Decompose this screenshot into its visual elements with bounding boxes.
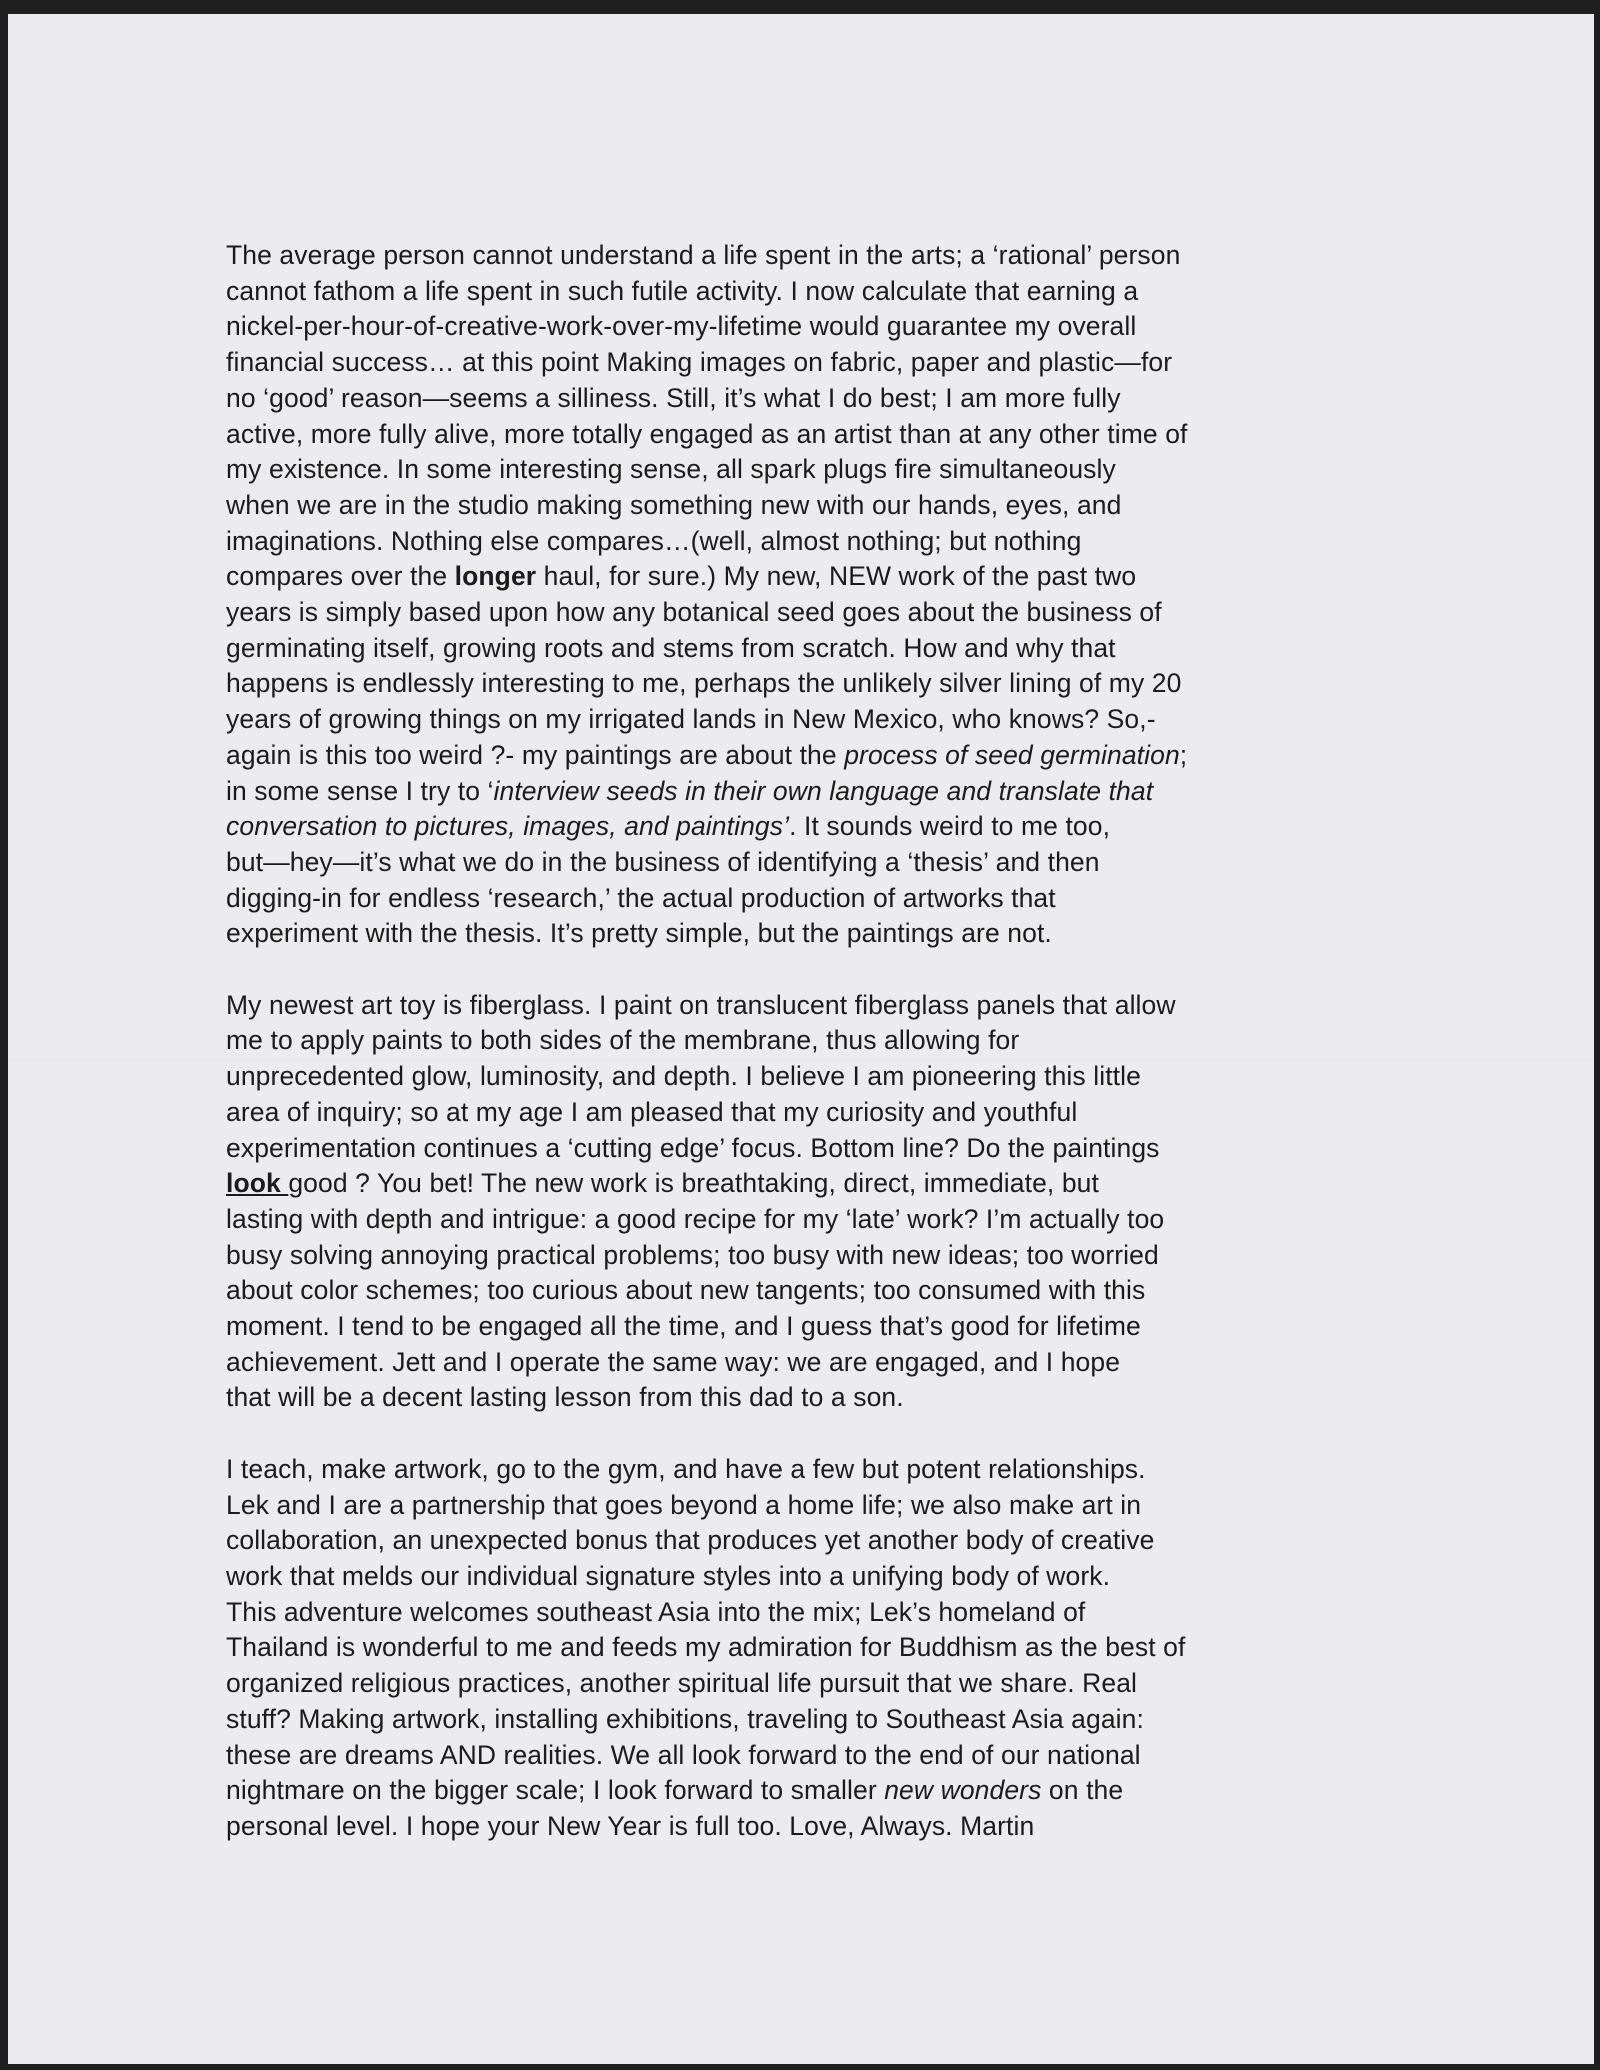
emphasis-run: new wonders xyxy=(884,1775,1042,1806)
emphasis-run: look xyxy=(226,1168,289,1199)
text-run: The average person cannot understand a life spent in the arts; a ‘rational’ person xyxy=(226,240,1181,270)
text-run: moment. I tend to be engaged all the time, and I guess that’s good for lifetime xyxy=(226,1311,1141,1342)
text-line xyxy=(226,809,1376,845)
text-run: collaboration, an unexpected bonus that produces yet another body of creative xyxy=(226,1525,1155,1556)
paragraph-1 xyxy=(226,238,1376,952)
text-line xyxy=(226,845,1376,881)
text-run: . It sounds weird to me too, xyxy=(789,811,1111,842)
text-run: digging-in for endless ‘research,’ the actual production of artworks that xyxy=(226,882,1056,913)
text-run: years of growing things on my irrigated lands in New Mexico, who knows? So,- xyxy=(226,704,1156,735)
text-run: This adventure welcomes southeast Asia into the mix; Lek’s homeland of xyxy=(226,1596,1086,1627)
text-run: personal level. I hope your New Year is full too. Love, Always. Martin xyxy=(226,1810,1035,1841)
text-run: these are dreams AND realities. We all look forward to the end of our national xyxy=(226,1739,1141,1770)
text-line xyxy=(226,238,1376,274)
text-run: again is this too weird ?- my paintings are about the xyxy=(226,739,845,770)
text-line xyxy=(226,1452,1376,1488)
text-line xyxy=(226,559,1376,595)
text-run: organized religious practices, another spiritual life pursuit that we share. Real xyxy=(226,1668,1138,1699)
text-line xyxy=(226,595,1376,631)
text-run: about color schemes; too curious about new tangents; too consumed with this xyxy=(226,1275,1146,1306)
text-run: years is simply based upon how any botanical seed goes about the business of xyxy=(226,597,1162,628)
paragraph-2 xyxy=(226,988,1376,1416)
text-line xyxy=(226,1380,1376,1416)
text-line xyxy=(226,1059,1376,1095)
text-line xyxy=(226,1595,1376,1631)
text-run: experimentation continues a ‘cutting edge’ focus. Bottom line? Do the paintings xyxy=(226,1132,1160,1163)
text-line xyxy=(226,524,1376,560)
text-line xyxy=(226,881,1376,917)
text-line xyxy=(226,1095,1376,1131)
text-run: compares over the xyxy=(226,561,455,592)
text-run: lasting with depth and intrigue: a good recipe for my ‘late’ work? I’m actually too xyxy=(226,1203,1165,1234)
text-line xyxy=(226,1559,1376,1595)
emphasis-run: interview seeds in their own language and translate that xyxy=(493,775,1154,806)
text-run: no ‘good’ reason—seems a silliness. Still, it’s what I do best; I am more fully xyxy=(226,382,1121,413)
text-run: Lek and I are a partnership that goes beyond a home life; we also make art in xyxy=(226,1489,1142,1520)
text-run: experiment with the thesis. It’s pretty simple, but the paintings are not. xyxy=(226,918,1052,949)
text-line xyxy=(226,774,1376,810)
text-line xyxy=(226,1809,1376,1845)
text-run: busy solving annoying practical problems; too busy with new ideas; too worried xyxy=(226,1239,1159,1270)
text-run: ; xyxy=(1179,739,1188,770)
text-run: germinating itself, growing roots and stems from scratch. How and why that xyxy=(226,632,1116,663)
text-line xyxy=(226,381,1376,417)
text-run: when we are in the studio making something new with our hands, eyes, and xyxy=(226,489,1122,520)
text-line xyxy=(226,916,1376,952)
text-run: work that melds our individual signature styles into a unifying body of work. xyxy=(226,1560,1111,1591)
text-line xyxy=(226,1131,1376,1167)
text-line xyxy=(226,1023,1376,1059)
text-run: nightmare on the bigger scale; I look forward to smaller xyxy=(226,1775,885,1806)
text-run: good ? You bet! The new work is breathtaking, direct, immediate, but xyxy=(288,1168,1099,1199)
text-run: on the xyxy=(1041,1775,1124,1806)
text-line xyxy=(226,309,1376,345)
text-line xyxy=(226,274,1376,310)
text-run: imaginations. Nothing else compares…(well, almost nothing; but nothing xyxy=(226,525,1082,556)
emphasis-run: process of seed germination xyxy=(844,739,1180,770)
text-run: achievement. Jett and I operate the same way: we are engaged, and I hope xyxy=(226,1346,1121,1377)
text-line xyxy=(226,1202,1376,1238)
text-line xyxy=(226,1523,1376,1559)
text-line xyxy=(226,1630,1376,1666)
text-run: unprecedented glow, luminosity, and depth. I believe I am pioneering this little xyxy=(226,1061,1141,1092)
text-run: Thailand is wonderful to me and feeds my admiration for Buddhism as the best of xyxy=(226,1632,1186,1663)
text-run: My newest art toy is fiberglass. I paint on translucent fiberglass panels that allow xyxy=(226,989,1176,1020)
text-line xyxy=(226,702,1376,738)
text-line xyxy=(226,1738,1376,1774)
text-line xyxy=(226,488,1376,524)
letter-page xyxy=(8,14,1594,2064)
text-line xyxy=(226,417,1376,453)
text-line xyxy=(226,1488,1376,1524)
text-line xyxy=(226,988,1376,1024)
text-run: my existence. In some interesting sense, all spark plugs fire simultaneously xyxy=(226,454,1116,485)
text-run: financial success… at this point Making images on fabric, paper and plastic—for xyxy=(226,347,1173,378)
text-line xyxy=(226,1702,1376,1738)
text-run: in some sense I try to ‘ xyxy=(226,775,494,806)
text-line xyxy=(226,1345,1376,1381)
text-line xyxy=(226,631,1376,667)
text-run: area of inquiry; so at my age I am pleased that my curiosity and youthful xyxy=(226,1096,1078,1127)
text-run: me to apply paints to both sides of the membrane, thus allowing for xyxy=(226,1025,1020,1056)
text-line xyxy=(226,1238,1376,1274)
letter-body xyxy=(226,238,1376,1845)
emphasis-run: longer xyxy=(454,561,537,592)
text-line xyxy=(226,1166,1376,1202)
text-line xyxy=(226,1666,1376,1702)
text-line xyxy=(226,1773,1376,1809)
text-line xyxy=(226,1273,1376,1309)
text-line xyxy=(226,666,1376,702)
text-run: active, more fully alive, more totally engaged as an artist than at any other time of xyxy=(226,418,1188,449)
text-run: nickel-per-hour-of-creative-work-over-my-lifetime would guarantee my overall xyxy=(226,311,1137,342)
text-line xyxy=(226,1309,1376,1345)
text-line xyxy=(226,345,1376,381)
emphasis-run: conversation to pictures, images, and paintings’ xyxy=(226,811,790,842)
text-line xyxy=(226,452,1376,488)
text-run: happens is endlessly interesting to me, perhaps the unlikely silver lining of my 20 xyxy=(226,668,1182,699)
text-run: cannot fathom a life spent in such futile activity. I now calculate that earning a xyxy=(226,275,1139,306)
text-run: that will be a decent lasting lesson from this dad to a son. xyxy=(226,1382,904,1413)
text-line xyxy=(226,738,1376,774)
text-run: I teach, make artwork, go to the gym, and have a few but potent relationships. xyxy=(226,1453,1146,1484)
text-run: but—hey—it’s what we do in the business of identifying a ‘thesis’ and then xyxy=(226,846,1100,877)
text-run: stuff? Making artwork, installing exhibitions, traveling to Southeast Asia again: xyxy=(226,1703,1144,1734)
text-run: haul, for sure.) My new, NEW work of the past two xyxy=(536,561,1137,592)
paragraph-3 xyxy=(226,1452,1376,1845)
